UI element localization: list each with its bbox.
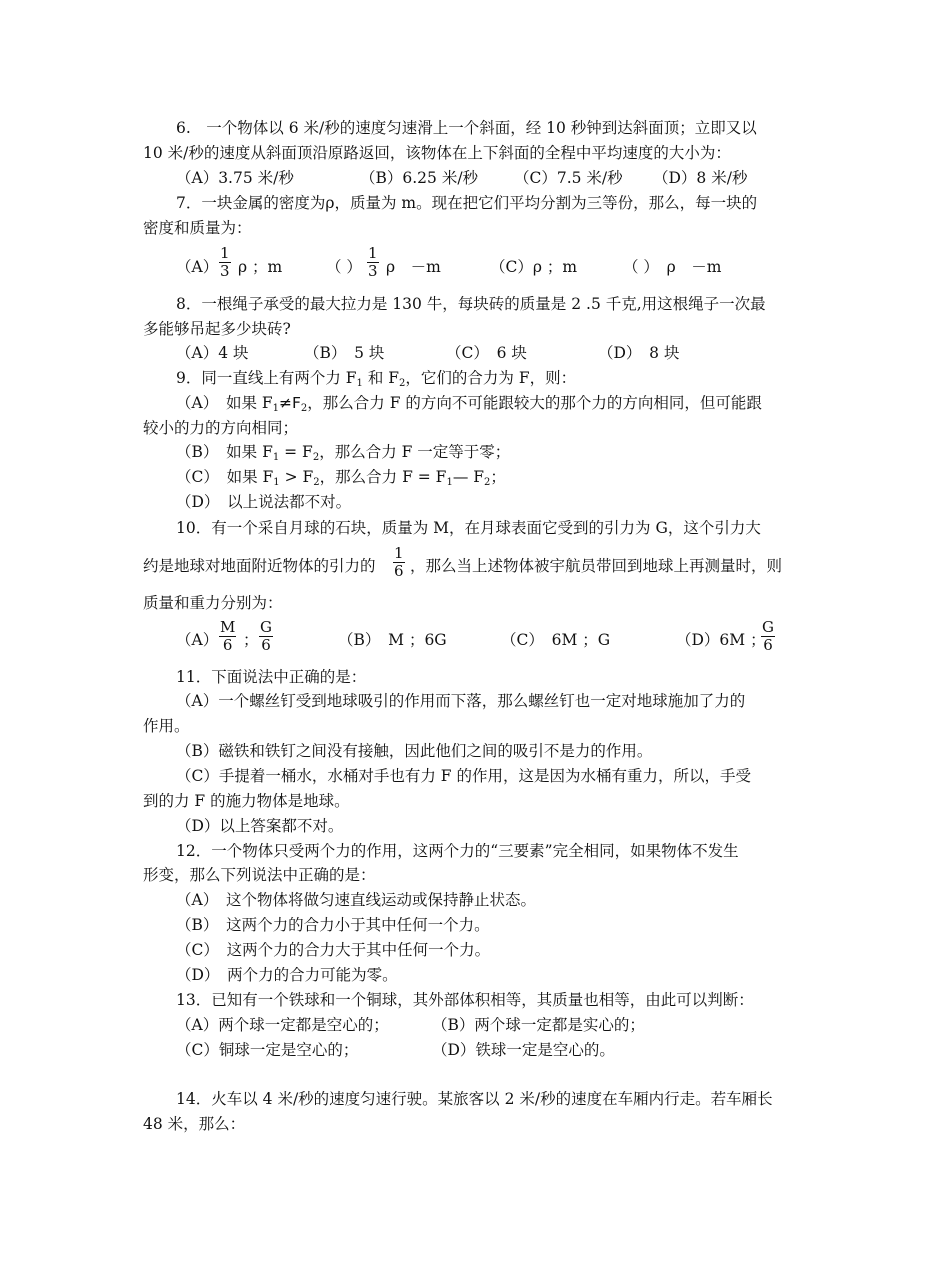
q9-option-a [176, 393, 762, 413]
q7-option-a-value: ρ ；m [238, 258, 283, 276]
fraction-numerator: G [762, 618, 774, 636]
q9-option-b [176, 442, 510, 462]
subscript: 2 [484, 477, 491, 488]
q7-option-d: （ ） ρ －m [623, 258, 722, 276]
q7-option-a-fraction [219, 245, 231, 280]
q8-option-b: （B） 5 块 [304, 344, 385, 362]
subscript: 2 [313, 477, 320, 488]
q7-option-c: （C）ρ ；m [490, 258, 578, 276]
q9-option-c-text: ，那么合力 F = F [319, 468, 447, 486]
q9-stem [176, 368, 576, 388]
q8-line2: 多能够吊起多少块砖? [143, 320, 291, 338]
q13-option-b: （B）两个球一定都是实心的； [432, 1016, 645, 1034]
fraction-denominator: 6 [261, 636, 271, 654]
subscript: 1 [356, 378, 363, 389]
q13-stem: 13．已知有一个铁球和一个铜球，其外部体积相等，其质量也相等，由此可以判断： [176, 991, 754, 1009]
subscript: 1 [446, 477, 453, 488]
q11-option-c-line2: 到的力 F 的施力物体是地球。 [143, 792, 350, 810]
q10-option-a-fraction-2 [259, 619, 273, 654]
q13-option-d: （D）铁球一定是空心的。 [432, 1041, 615, 1059]
q10-line2-post: ，那么当上述物体被宇航员带回到地球上再测量时，则 [410, 557, 783, 575]
q8-line1: 8．一根绳子承受的最大拉力是 130 牛，每块砖的质量是 2 .5 千克,用这根绳子一次最 [176, 295, 766, 313]
q14-line2: 48 米，那么： [143, 1115, 246, 1133]
fraction-numerator: 1 [368, 244, 378, 262]
subscript: 2 [399, 378, 406, 389]
subscript: 1 [272, 452, 280, 463]
q12-line1: 12．一个物体只受两个力的作用，这两个力的“三要素”完全相同，如果物体不发生 [176, 842, 739, 860]
q12-option-b: （B） 这两个力的合力小于其中任何一个力。 [176, 916, 490, 934]
fraction-denominator: 6 [763, 636, 773, 654]
q9-option-a-text: （A） 如果 F [176, 394, 273, 412]
q7-option-b-fraction [367, 245, 379, 280]
q9-option-c-text: — F [452, 468, 484, 486]
q7-line2: 密度和质量为： [143, 219, 252, 237]
q6-line2: 10 米/秒的速度从斜面顶沿原路返回，该物体在上下斜面的全程中平均速度的大小为： [143, 144, 731, 162]
q8-option-d: （D） 8 块 [598, 344, 680, 362]
q10-option-a-label: （A） [176, 631, 219, 649]
q7-option-a-label: （A） [176, 258, 219, 276]
q10-option-a-separator: ； [243, 631, 259, 649]
q9-option-a-line2: 较小的力的方向相同； [143, 419, 299, 437]
q9-option-d: （D） 以上说法都不对。 [176, 493, 352, 511]
q13-option-c: （C）铜球一定是空心的； [176, 1041, 359, 1059]
fraction-numerator: G [260, 618, 272, 636]
fraction-denominator: 6 [394, 562, 404, 580]
q10-line3: 质量和重力分别为： [143, 594, 283, 612]
q11-option-a: （A）一个螺丝钉受到地球吸引的作用而下落，那么螺丝钉也一定对地球施加了力的 [176, 692, 746, 710]
q9-stem-text: 9．同一直线上有两个力 F [176, 369, 357, 387]
fraction-numerator: 1 [220, 244, 230, 262]
q12-option-d: （D） 两个力的合力可能为零。 [176, 966, 398, 984]
q8-option-c: （C） 6 块 [446, 344, 527, 362]
subscript: 1 [272, 403, 280, 414]
q10-option-d-label: （D）6M ； [676, 631, 766, 649]
q9-option-b-text: = F [279, 443, 313, 461]
q9-option-b-text: （B） 如果 F [176, 443, 273, 461]
q9-option-c-text: > F [279, 468, 314, 486]
q6-option-a: （A）3.75 米/秒 [176, 169, 294, 187]
fraction-denominator: 6 [222, 636, 233, 654]
not-equal-symbol: ≠F [279, 394, 301, 412]
q10-option-b: （B） M ；6G [338, 631, 447, 649]
q7-option-b-label: （ ） [326, 258, 362, 276]
q8-option-a: （A）4 块 [176, 344, 249, 362]
fraction-numerator: M [220, 618, 236, 636]
q11-stem: 11．下面说法中正确的是： [176, 668, 367, 686]
q6-option-c: （C）7.5 米/秒 [514, 169, 623, 187]
q9-option-c-text: （C） 如果 F [176, 468, 274, 486]
q12-option-a: （A） 这个物体将做匀速直线运动或保持静止状态。 [176, 891, 536, 909]
subscript: 2 [300, 403, 308, 414]
q13-option-a: （A）两个球一定都是空心的； [176, 1016, 389, 1034]
q10-line2-pre: 约是地球对地面附近物体的引力的 [143, 557, 376, 575]
subscript: 2 [312, 452, 320, 463]
q6-option-b: （B）6.25 米/秒 [360, 169, 479, 187]
q9-option-c [176, 467, 506, 487]
q12-line2: 形变，那么下列说法中正确的是： [143, 866, 376, 884]
fraction-denominator: 3 [368, 262, 378, 280]
q10-line1: 10．有一个采自月球的石块，质量为 M，在月球表面它受到的引力为 G，这个引力大 [176, 519, 761, 537]
q6-option-d: （D）8 米/秒 [653, 169, 748, 187]
q12-option-c: （C） 这两个力的合力大于其中任何一个力。 [176, 941, 491, 959]
q14-line1: 14．火车以 4 米/秒的速度匀速行驶。某旅客以 2 米/秒的速度在车厢内行走。若车厢长 [176, 1090, 773, 1108]
q11-option-b: （B）磁铁和铁钉之间没有接触，因此他们之间的吸引不是力的作用。 [176, 742, 653, 760]
q11-option-d: （D）以上答案都不对。 [176, 817, 344, 835]
q11-option-c: （C）手提着一桶水，水桶对手也有力 F 的作用，这是因为水桶有重力，所以，手受 [176, 767, 751, 785]
fraction-denominator: 3 [220, 262, 230, 280]
q10-fraction [393, 545, 405, 580]
q9-option-a-text: ，那么合力 F 的方向不可能跟较大的那个力的方向相同，但可能跟 [307, 394, 762, 412]
q7-option-b-value: ρ －m [386, 258, 441, 276]
q9-stem-text: ，它们的合力为 F，则： [405, 369, 577, 387]
q9-option-c-text: ； [490, 468, 506, 486]
q9-stem-text: 和 F [362, 369, 400, 387]
q10-option-c: （C） 6M ；G [501, 631, 611, 649]
q7-line1: 7．一块金属的密度为ρ，质量为 m。现在把它们平均分割为三等份，那么，每一块的 [176, 194, 758, 212]
q10-option-a-fraction-1 [219, 619, 236, 654]
subscript: 1 [273, 477, 280, 488]
q11-option-a-line2: 作用。 [143, 717, 190, 735]
q6-line1: 6. 一个物体以 6 米/秒的速度匀速滑上一个斜面，经 10 秒钟到达斜面顶；立即又以 [176, 119, 757, 137]
q10-option-d-fraction [761, 619, 775, 654]
q9-option-b-text: ，那么合力 F 一定等于零； [319, 443, 511, 461]
fraction-numerator: 1 [394, 544, 404, 562]
